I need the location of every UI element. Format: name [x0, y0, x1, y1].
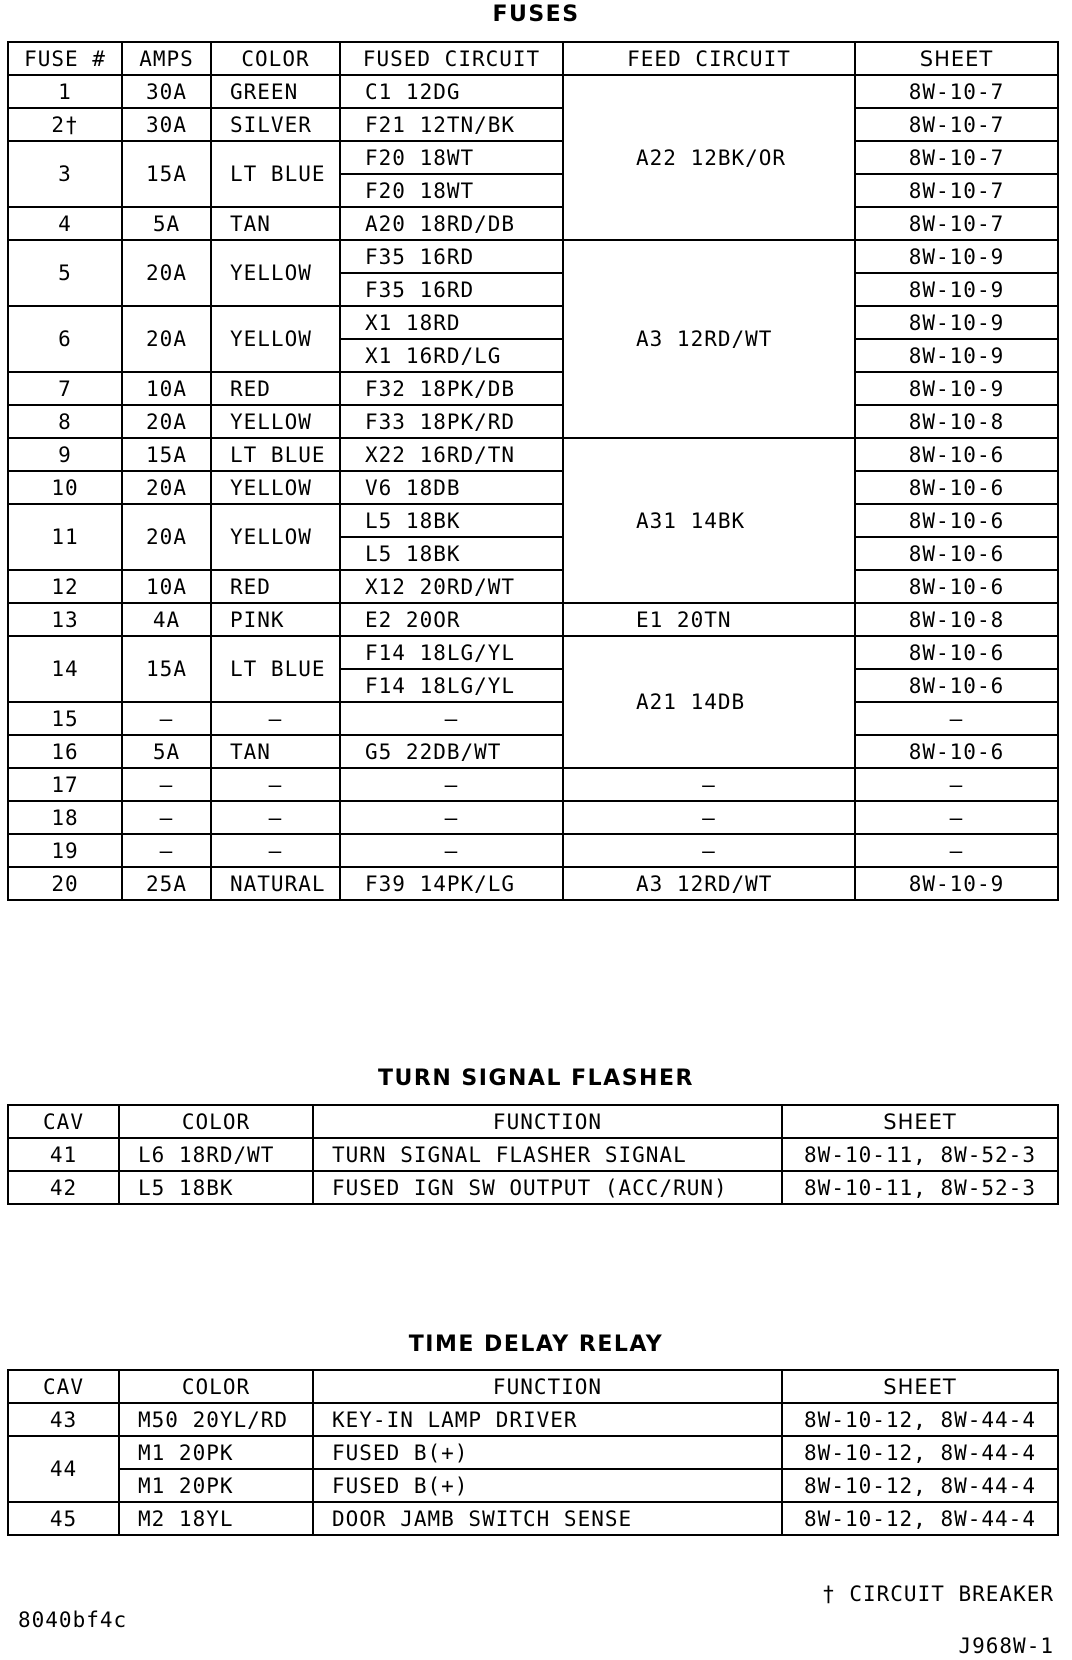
cav: 44	[8, 1436, 119, 1502]
fuse-color: RED	[211, 372, 340, 405]
fuse-sheet: 8W-10-6	[855, 537, 1058, 570]
fused-circuit: X22 16RD/TN	[340, 438, 563, 471]
turn-signal-table	[7, 1104, 1059, 1205]
sheet: 8W-10-12, 8W-44-4	[782, 1502, 1058, 1535]
fuse-amps: –	[122, 801, 211, 834]
fuse-color: YELLOW	[211, 405, 340, 438]
fused-circuit: F32 18PK/DB	[340, 372, 563, 405]
wire-color: L5 18BK	[119, 1171, 313, 1204]
fused-circuit: C1 12DG	[340, 75, 563, 108]
fuse-sheet: 8W-10-7	[855, 141, 1058, 174]
feed-circuit: A31 14BK	[563, 438, 855, 603]
table-row	[8, 768, 1058, 801]
feed-circuit: E1 20TN	[563, 603, 855, 636]
fuse-sheet: –	[855, 834, 1058, 867]
header-sheet: SHEET	[782, 1370, 1058, 1403]
fused-circuit: F20 18WT	[340, 174, 563, 207]
fuse-sheet: 8W-10-7	[855, 207, 1058, 240]
fuse-color: LT BLUE	[211, 438, 340, 471]
turn-signal-header-row	[8, 1105, 1058, 1138]
fuse-sheet: 8W-10-9	[855, 240, 1058, 273]
table-row	[8, 240, 1058, 273]
table-row	[8, 801, 1058, 834]
fuse-amps: –	[122, 768, 211, 801]
fuse-color: YELLOW	[211, 504, 340, 570]
circuit-breaker-note: † CIRCUIT BREAKER	[822, 1582, 1054, 1606]
fuse-color: GREEN	[211, 75, 340, 108]
table-row	[8, 735, 1058, 768]
table-row	[8, 702, 1058, 735]
sheet: 8W-10-12, 8W-44-4	[782, 1403, 1058, 1436]
fused-circuit: F14 18LG/YL	[340, 636, 563, 669]
cav: 45	[8, 1502, 119, 1535]
fuses-table	[7, 41, 1059, 901]
fuse-number: 9	[8, 438, 122, 471]
fuse-sheet: 8W-10-8	[855, 405, 1058, 438]
feed-circuit: –	[563, 834, 855, 867]
fuse-number: 16	[8, 735, 122, 768]
fuse-sheet: 8W-10-6	[855, 735, 1058, 768]
table-row	[8, 603, 1058, 636]
sheet: 8W-10-11, 8W-52-3	[782, 1171, 1058, 1204]
header-amps: AMPS	[122, 42, 211, 75]
fuse-number: 11	[8, 504, 122, 570]
fuse-number: 5	[8, 240, 122, 306]
fuse-color: YELLOW	[211, 471, 340, 504]
table-row	[8, 75, 1058, 108]
fused-circuit: –	[340, 702, 563, 735]
function: DOOR JAMB SWITCH SENSE	[313, 1502, 782, 1535]
table-row	[8, 1436, 1058, 1469]
table-row	[8, 504, 1058, 537]
time-delay-table	[7, 1369, 1059, 1536]
fuse-color: –	[211, 801, 340, 834]
fuse-sheet: 8W-10-6	[855, 636, 1058, 669]
fuse-amps: –	[122, 702, 211, 735]
fuse-sheet: 8W-10-6	[855, 669, 1058, 702]
fuse-sheet: 8W-10-9	[855, 273, 1058, 306]
fuse-amps: 5A	[122, 735, 211, 768]
feed-circuit: A3 12RD/WT	[563, 867, 855, 900]
fuse-sheet: 8W-10-7	[855, 174, 1058, 207]
fuse-amps: 15A	[122, 636, 211, 702]
fuse-amps: 5A	[122, 207, 211, 240]
table-row	[8, 636, 1058, 669]
fused-circuit: X12 20RD/WT	[340, 570, 563, 603]
drawing-number: J968W-1	[958, 1634, 1054, 1658]
fused-circuit: V6 18DB	[340, 471, 563, 504]
header-feed-circuit: FEED CIRCUIT	[563, 42, 855, 75]
fuse-sheet: 8W-10-7	[855, 108, 1058, 141]
fused-circuit: F33 18PK/RD	[340, 405, 563, 438]
fuse-amps: 20A	[122, 405, 211, 438]
fuse-color: PINK	[211, 603, 340, 636]
fuse-number: 13	[8, 603, 122, 636]
wire-color: M1 20PK	[119, 1436, 313, 1469]
fused-circuit: F21 12TN/BK	[340, 108, 563, 141]
wire-color: M50 20YL/RD	[119, 1403, 313, 1436]
table-row	[8, 1469, 1058, 1502]
fuse-amps: 20A	[122, 471, 211, 504]
fuse-number: 17	[8, 768, 122, 801]
cav: 42	[8, 1171, 119, 1204]
function: FUSED B(+)	[313, 1469, 782, 1502]
fuse-color: LT BLUE	[211, 141, 340, 207]
fuse-amps: 20A	[122, 504, 211, 570]
fuse-amps: 15A	[122, 438, 211, 471]
fused-circuit: X1 18RD	[340, 306, 563, 339]
header-cav: CAV	[8, 1105, 119, 1138]
table-row	[8, 438, 1058, 471]
fuse-amps: 10A	[122, 570, 211, 603]
fuse-sheet: 8W-10-9	[855, 306, 1058, 339]
fuse-sheet: –	[855, 702, 1058, 735]
fused-circuit: –	[340, 834, 563, 867]
table-row	[8, 1502, 1058, 1535]
table-row	[8, 471, 1058, 504]
header-function: FUNCTION	[313, 1370, 782, 1403]
fuse-amps: 15A	[122, 141, 211, 207]
fused-circuit: F39 14PK/LG	[340, 867, 563, 900]
fuse-color: TAN	[211, 735, 340, 768]
function: KEY-IN LAMP DRIVER	[313, 1403, 782, 1436]
table-row	[8, 834, 1058, 867]
feed-circuit: –	[563, 801, 855, 834]
table-row	[8, 405, 1058, 438]
fuse-sheet: 8W-10-6	[855, 438, 1058, 471]
fuse-amps: 30A	[122, 108, 211, 141]
table-row	[8, 207, 1058, 240]
wire-color: M1 20PK	[119, 1469, 313, 1502]
wire-color: M2 18YL	[119, 1502, 313, 1535]
feed-circuit: A3 12RD/WT	[563, 240, 855, 438]
fuse-number: 3	[8, 141, 122, 207]
fuse-number: 10	[8, 471, 122, 504]
header-color: COLOR	[119, 1370, 313, 1403]
fuse-color: YELLOW	[211, 240, 340, 306]
fused-circuit: A20 18RD/DB	[340, 207, 563, 240]
fuse-number: 12	[8, 570, 122, 603]
fused-circuit: F35 16RD	[340, 240, 563, 273]
fused-circuit: G5 22DB/WT	[340, 735, 563, 768]
time-delay-title: TIME DELAY RELAY	[408, 1332, 664, 1357]
cav: 43	[8, 1403, 119, 1436]
fused-circuit: X1 16RD/LG	[340, 339, 563, 372]
function: TURN SIGNAL FLASHER SIGNAL	[313, 1138, 782, 1171]
fuse-number: 15	[8, 702, 122, 735]
fuse-amps: 4A	[122, 603, 211, 636]
image-code: 8040bf4c	[18, 1608, 128, 1632]
table-row	[8, 1138, 1058, 1171]
table-row	[8, 1171, 1058, 1204]
fuse-number: 14	[8, 636, 122, 702]
time-delay-header-row	[8, 1370, 1058, 1403]
fuse-sheet: 8W-10-9	[855, 867, 1058, 900]
fuse-amps: 20A	[122, 240, 211, 306]
header-function: FUNCTION	[313, 1105, 782, 1138]
table-row	[8, 867, 1058, 900]
function: FUSED B(+)	[313, 1436, 782, 1469]
header-color: COLOR	[119, 1105, 313, 1138]
table-row	[8, 141, 1058, 174]
fuse-amps: 30A	[122, 75, 211, 108]
feed-circuit: A21 14DB	[563, 636, 855, 768]
fuse-color: –	[211, 834, 340, 867]
fuse-number: 18	[8, 801, 122, 834]
header-color: COLOR	[211, 42, 340, 75]
fused-circuit: L5 18BK	[340, 504, 563, 537]
fuse-sheet: 8W-10-9	[855, 372, 1058, 405]
fuse-number: 19	[8, 834, 122, 867]
fuse-number: 1	[8, 75, 122, 108]
turn-signal-title: TURN SIGNAL FLASHER	[378, 1066, 694, 1091]
sheet: 8W-10-11, 8W-52-3	[782, 1138, 1058, 1171]
fuse-color: NATURAL	[211, 867, 340, 900]
fuse-amps: 20A	[122, 306, 211, 372]
cav: 41	[8, 1138, 119, 1171]
fuse-number: 20	[8, 867, 122, 900]
fuses-header-row	[8, 42, 1058, 75]
header-sheet: SHEET	[782, 1105, 1058, 1138]
fuse-sheet: 8W-10-6	[855, 504, 1058, 537]
fuse-number: 8	[8, 405, 122, 438]
fuse-color: SILVER	[211, 108, 340, 141]
fuse-sheet: 8W-10-9	[855, 339, 1058, 372]
fused-circuit: F35 16RD	[340, 273, 563, 306]
fuse-color: YELLOW	[211, 306, 340, 372]
fused-circuit: F14 18LG/YL	[340, 669, 563, 702]
fuse-number: 6	[8, 306, 122, 372]
fused-circuit: –	[340, 768, 563, 801]
fuse-color: –	[211, 702, 340, 735]
sheet: 8W-10-12, 8W-44-4	[782, 1469, 1058, 1502]
fuse-sheet: 8W-10-6	[855, 471, 1058, 504]
fused-circuit: F20 18WT	[340, 141, 563, 174]
table-row	[8, 306, 1058, 339]
fuse-sheet: 8W-10-8	[855, 603, 1058, 636]
fused-circuit: –	[340, 801, 563, 834]
header-cav: CAV	[8, 1370, 119, 1403]
function: FUSED IGN SW OUTPUT (ACC/RUN)	[313, 1171, 782, 1204]
fuse-number: 2†	[8, 108, 122, 141]
wire-color: L6 18RD/WT	[119, 1138, 313, 1171]
table-row	[8, 372, 1058, 405]
fuse-amps: 25A	[122, 867, 211, 900]
table-row	[8, 570, 1058, 603]
fused-circuit: L5 18BK	[340, 537, 563, 570]
table-row	[8, 108, 1058, 141]
fuse-amps: 10A	[122, 372, 211, 405]
sheet: 8W-10-12, 8W-44-4	[782, 1436, 1058, 1469]
fused-circuit: E2 20OR	[340, 603, 563, 636]
header-fuse-number: FUSE #	[8, 42, 122, 75]
feed-circuit: A22 12BK/OR	[563, 75, 855, 240]
fuse-sheet: 8W-10-7	[855, 75, 1058, 108]
header-sheet: SHEET	[855, 42, 1058, 75]
fuse-number: 4	[8, 207, 122, 240]
table-row	[8, 1403, 1058, 1436]
fuse-sheet: –	[855, 768, 1058, 801]
fuse-color: LT BLUE	[211, 636, 340, 702]
fuse-color: RED	[211, 570, 340, 603]
fuse-amps: –	[122, 834, 211, 867]
fuse-color: –	[211, 768, 340, 801]
fuses-title: FUSES	[492, 2, 580, 27]
fuse-sheet: 8W-10-6	[855, 570, 1058, 603]
fuse-sheet: –	[855, 801, 1058, 834]
fuse-color: TAN	[211, 207, 340, 240]
feed-circuit: –	[563, 768, 855, 801]
fuse-number: 7	[8, 372, 122, 405]
header-fused-circuit: FUSED CIRCUIT	[340, 42, 563, 75]
